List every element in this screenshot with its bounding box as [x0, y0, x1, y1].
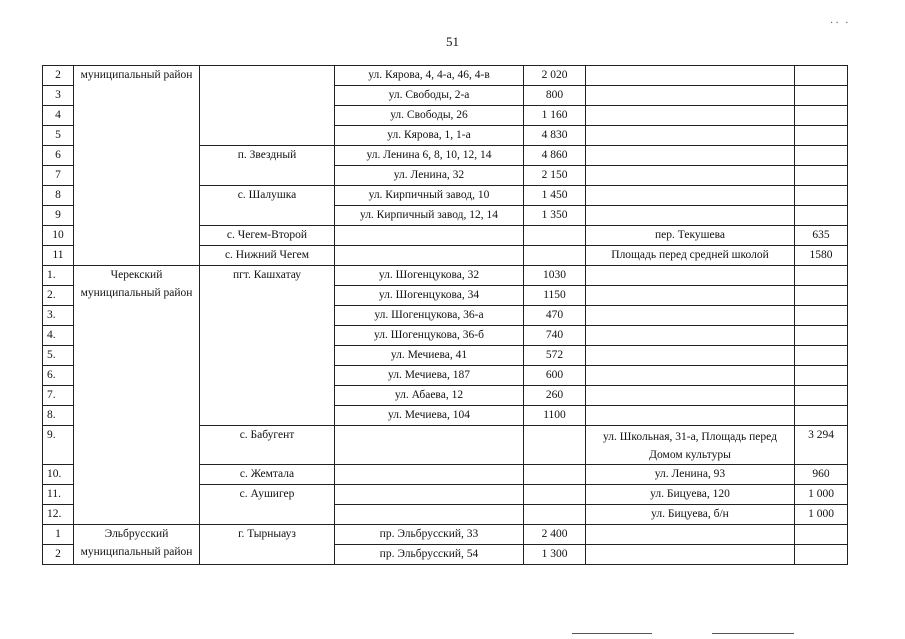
area-value-2	[795, 266, 848, 286]
row-number: 11	[43, 246, 74, 266]
street-address-2	[586, 346, 795, 366]
row-number: 10	[43, 226, 74, 246]
street-address-2: ул. Бицуева, б/н	[586, 505, 795, 525]
area-value	[524, 246, 586, 266]
row-number: 3	[43, 86, 74, 106]
settlement-name	[200, 66, 335, 146]
row-number: 2	[43, 545, 74, 565]
row-number: 2	[43, 66, 74, 86]
street-address: ул. Мечиева, 187	[335, 366, 524, 386]
street-address-2	[586, 525, 795, 545]
area-value-2	[795, 346, 848, 366]
street-address-2: пер. Текушева	[586, 226, 795, 246]
street-address-2	[586, 366, 795, 386]
row-number: 10.	[43, 465, 74, 485]
street-address-2	[586, 266, 795, 286]
street-address-2	[586, 146, 795, 166]
street-address: ул. Ленина 6, 8, 10, 12, 14	[335, 146, 524, 166]
area-value: 4 860	[524, 146, 586, 166]
district-name: Эльбрусский муниципальный район	[74, 525, 200, 565]
street-address-2	[586, 306, 795, 326]
row-number: 4.	[43, 326, 74, 346]
row-number: 6.	[43, 366, 74, 386]
street-address-2	[586, 186, 795, 206]
row-number: 5.	[43, 346, 74, 366]
footer-rule	[572, 633, 652, 634]
area-value: 2 150	[524, 166, 586, 186]
district-name: муниципальный район	[74, 66, 200, 266]
settlement-name: с. Чегем-Второй	[200, 226, 335, 246]
page-number: 51	[446, 34, 459, 49]
area-value-2	[795, 206, 848, 226]
table-row	[43, 66, 848, 86]
street-address: ул. Кирпичный завод, 10	[335, 186, 524, 206]
area-value: 572	[524, 346, 586, 366]
settlement-name: пгт. Кашхатау	[200, 266, 335, 426]
area-value	[524, 226, 586, 246]
area-value: 1 160	[524, 106, 586, 126]
area-value: 2 400	[524, 525, 586, 545]
row-number: 1	[43, 525, 74, 545]
data-table	[42, 65, 848, 565]
street-address: пр. Эльбрусский, 54	[335, 545, 524, 565]
area-value-2: 1 000	[795, 485, 848, 505]
street-address: ул. Свободы, 26	[335, 106, 524, 126]
row-number: 8.	[43, 406, 74, 426]
street-address: ул. Шогенцукова, 36-а	[335, 306, 524, 326]
street-address: ул. Кирпичный завод, 12, 14	[335, 206, 524, 226]
street-address-2	[586, 106, 795, 126]
street-address-2	[586, 386, 795, 406]
street-address-2: ул. Ленина, 93	[586, 465, 795, 485]
area-value	[524, 426, 586, 465]
area-value-2: 1 000	[795, 505, 848, 525]
area-value: 600	[524, 366, 586, 386]
area-value-2	[795, 146, 848, 166]
area-value: 1150	[524, 286, 586, 306]
street-address: ул. Абаева, 12	[335, 386, 524, 406]
area-value	[524, 485, 586, 505]
street-address	[335, 485, 524, 505]
row-number: 4	[43, 106, 74, 126]
row-number: 5	[43, 126, 74, 146]
area-value: 1 300	[524, 545, 586, 565]
area-value: 2 020	[524, 66, 586, 86]
street-address-2	[586, 126, 795, 146]
area-value: 1 350	[524, 206, 586, 226]
settlement-name: с. Бабугент	[200, 426, 335, 465]
area-value-2	[795, 186, 848, 206]
street-address: ул. Мечиева, 104	[335, 406, 524, 426]
street-address	[335, 505, 524, 525]
settlement-name: с. Аушигер	[200, 485, 335, 525]
street-address: пр. Эльбрусский, 33	[335, 525, 524, 545]
area-value-2	[795, 366, 848, 386]
row-number: 2.	[43, 286, 74, 306]
street-address-2	[586, 545, 795, 565]
area-value-2	[795, 106, 848, 126]
street-address: ул. Мечиева, 41	[335, 346, 524, 366]
area-value-2: 960	[795, 465, 848, 485]
area-value-2	[795, 286, 848, 306]
area-value-2	[795, 166, 848, 186]
street-address-2	[586, 166, 795, 186]
street-address-2: ул. Бицуева, 120	[586, 485, 795, 505]
table-row	[43, 266, 848, 286]
street-address: ул. Кярова, 4, 4-а, 46, 4-в	[335, 66, 524, 86]
area-value: 740	[524, 326, 586, 346]
street-address-2	[586, 326, 795, 346]
street-address-2: Площадь перед средней школой	[586, 246, 795, 266]
street-address: ул. Ленина, 32	[335, 166, 524, 186]
area-value: 1 450	[524, 186, 586, 206]
settlement-name: с. Жемтала	[200, 465, 335, 485]
row-number: 9.	[43, 426, 74, 465]
street-address: ул. Шогенцукова, 34	[335, 286, 524, 306]
area-value-2	[795, 406, 848, 426]
row-number: 3.	[43, 306, 74, 326]
street-address: ул. Шогенцукова, 32	[335, 266, 524, 286]
street-address-2	[586, 286, 795, 306]
row-number: 1.	[43, 266, 74, 286]
settlement-name: п. Звездный	[200, 146, 335, 186]
area-value: 1100	[524, 406, 586, 426]
district-name: Черекский муниципальный район	[74, 266, 200, 525]
row-number: 8	[43, 186, 74, 206]
settlement-name: г. Тырныауз	[200, 525, 335, 565]
area-value-2	[795, 545, 848, 565]
area-value-2	[795, 386, 848, 406]
street-address	[335, 465, 524, 485]
row-number: 6	[43, 146, 74, 166]
area-value	[524, 505, 586, 525]
area-value-2: 635	[795, 226, 848, 246]
area-value-2	[795, 126, 848, 146]
street-address-2	[586, 86, 795, 106]
table-row	[43, 525, 848, 545]
street-address: ул. Шогенцукова, 36-б	[335, 326, 524, 346]
area-value-2	[795, 525, 848, 545]
street-address-2: ул. Школьная, 31-а, Площадь перед Домом культуры	[586, 426, 795, 465]
row-number: 7	[43, 166, 74, 186]
street-address	[335, 226, 524, 246]
corner-mark: ·· ·	[830, 18, 851, 29]
street-address	[335, 426, 524, 465]
area-value: 470	[524, 306, 586, 326]
area-value: 800	[524, 86, 586, 106]
footer-rule	[712, 633, 794, 634]
area-value-2	[795, 66, 848, 86]
row-number: 11.	[43, 485, 74, 505]
row-number: 9	[43, 206, 74, 226]
area-value	[524, 465, 586, 485]
street-address: ул. Кярова, 1, 1-а	[335, 126, 524, 146]
area-value: 260	[524, 386, 586, 406]
street-address-2	[586, 66, 795, 86]
area-value-2: 1580	[795, 246, 848, 266]
street-address	[335, 246, 524, 266]
settlement-name: с. Нижний Чегем	[200, 246, 335, 266]
street-address-2	[586, 206, 795, 226]
area-value: 4 830	[524, 126, 586, 146]
area-value-2	[795, 86, 848, 106]
settlement-name: с. Шалушка	[200, 186, 335, 226]
area-value-2	[795, 326, 848, 346]
row-number: 12.	[43, 505, 74, 525]
area-value: 1030	[524, 266, 586, 286]
street-address: ул. Свободы, 2-а	[335, 86, 524, 106]
area-value-2	[795, 306, 848, 326]
area-value-2: 3 294	[795, 426, 848, 465]
row-number: 7.	[43, 386, 74, 406]
street-address-2	[586, 406, 795, 426]
